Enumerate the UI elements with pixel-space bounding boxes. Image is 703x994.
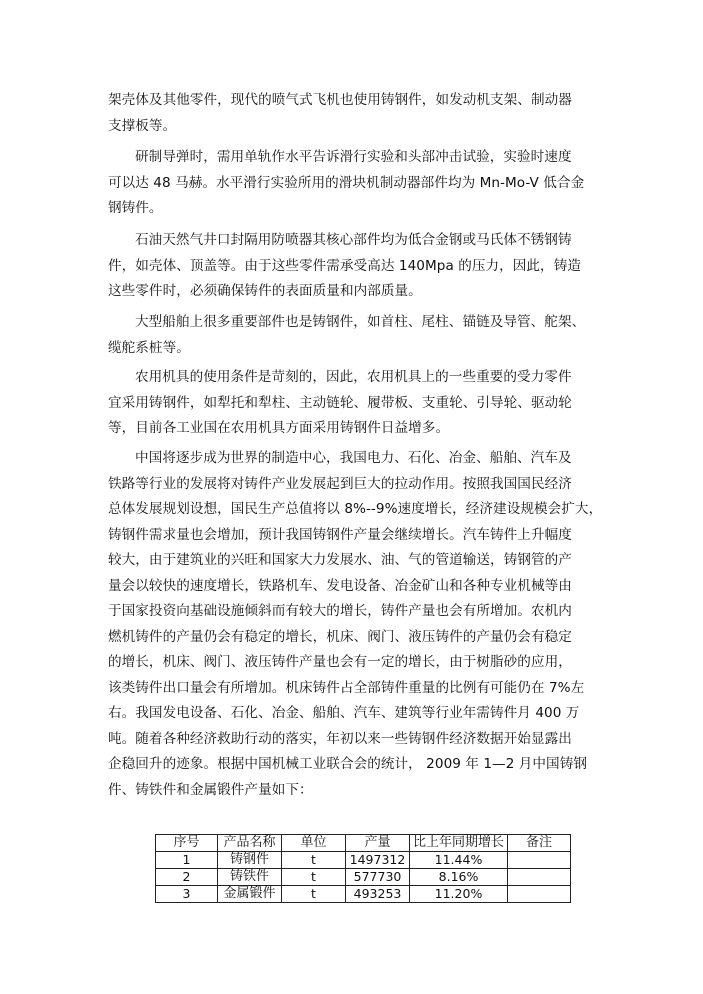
paragraph xyxy=(108,228,594,305)
text-line: 研制导弹时，需用单轨作水平告诉滑行实验和头部冲击试验，实验时速度 xyxy=(135,149,572,165)
text-line: 等，目前各工业国在农用机具方面采用铸钢件日益增多。 xyxy=(108,420,450,436)
table-cell: 2 xyxy=(156,869,218,886)
table-header-row xyxy=(156,835,571,852)
text-line: 该类铸件出口量会有所增加。机床铸件占全部铸件重量的比例有可能仍在 7%左 xyxy=(108,679,585,696)
text-line: 量会以较快的速度增长，铁路机车、发电设备、冶金矿山和各种专业机械等由 xyxy=(108,577,572,594)
table-cell: 金属锻件 xyxy=(218,886,282,903)
text-line: 可以达 48 马赫。水平滑行实验所用的滑块机制动器部件均为 Mn-Mo-V 低合金 xyxy=(108,174,585,191)
text-line: 缆舵系桩等。 xyxy=(108,339,190,356)
header-cell: 产量 xyxy=(346,835,410,852)
paragraph xyxy=(108,310,594,361)
text-line: 宜采用铸钢件，如犁托和犁柱、主动链轮、履带板、支重轮、引导轮、驱动轮 xyxy=(108,394,572,411)
text-line: 总体发展规划设想，国民生产总值将以 8%--9%速度增长，经济建设规模会扩大， xyxy=(108,501,603,517)
text-line: 这些零件时，必须确保铸件的表面质量和内部质量。 xyxy=(108,283,422,299)
text-line: 大型船舶上很多重要部件也是铸钢件，如首柱、尾柱、锚链及导管、舵架、 xyxy=(135,314,586,330)
table-row xyxy=(156,886,571,903)
table-cell: t xyxy=(282,852,346,869)
paragraph xyxy=(108,145,594,222)
text-line: 右。我国发电设备、石化、冶金、船舶、汽车、建筑等行业年需铸件月 400 万 xyxy=(108,705,580,721)
table-cell: 493253 xyxy=(346,886,410,903)
table-cell xyxy=(508,852,571,869)
table-cell: 1497312 xyxy=(346,852,410,869)
header-cell: 备注 xyxy=(508,835,571,852)
text-line: 吨。随着各种经济救助行动的落实，年初以来一些铸钢件经济数据开始显露出 xyxy=(108,730,572,747)
text-line: 件、铸铁件和金属锻件产量如下： xyxy=(108,781,313,798)
text-line: 铸钢件需求量也会增加，预计我国铸钢件产量会继续增长。汽车铸件上升幅度 xyxy=(108,526,572,543)
header-cell: 序号 xyxy=(156,835,218,852)
table-cell: 3 xyxy=(156,886,218,903)
text-line: 较大，由于建筑业的兴旺和国家大力发展水、油、气的管道输送，铸钢管的产 xyxy=(108,552,572,568)
table-cell: t xyxy=(282,869,346,886)
text-line: 件，如壳体、顶盖等。由于这些零件需承受高达 140Mpa 的压力，因此，铸造 xyxy=(108,257,581,274)
text-line: 铁路等行业的发展将对铸件产业发展起到巨大的拉动作用。按照我国国民经济 xyxy=(108,475,572,492)
table-cell: 11.44% xyxy=(410,852,508,869)
table-cell xyxy=(508,886,571,903)
table-cell: 577730 xyxy=(346,869,410,886)
header-cell: 比上年同期增长 xyxy=(410,835,508,852)
text-line: 农用机具的使用条件是苛刻的，因此，农用机具上的一些重要的受力零件 xyxy=(135,369,572,385)
table-row xyxy=(156,852,571,869)
table-cell xyxy=(508,869,571,886)
header-cell: 单位 xyxy=(282,835,346,852)
text-line: 架壳体及其他零件，现代的喷气式飞机也使用铸钢件，如发动机支架、制动器 xyxy=(108,92,572,108)
text-line: 支撑板等。 xyxy=(108,117,177,134)
table-cell: 铸钢件 xyxy=(218,852,282,869)
text-line: 石油天然气井口封隔用防喷器其核心部件均为低合金钢或马氏体不锈钢铸 xyxy=(135,232,572,248)
text-line: 燃机铸件的产量仍会有稳定的增长，机床、阀门、液压铸件的产量仍会有稳定 xyxy=(108,628,572,645)
table-cell: 11.20% xyxy=(410,886,508,903)
table-cell: 铸铁件 xyxy=(218,869,282,886)
text-line: 于国家投资向基础设施倾斜而有较大的增长，铸件产量也会有所增加。农机内 xyxy=(108,603,572,619)
text-line: 中国将逐步成为世界的制造中心，我国电力、石化、冶金、船舶、汽车及 xyxy=(135,450,572,466)
table-cell: t xyxy=(282,886,346,903)
paragraph xyxy=(108,365,594,442)
table-cell: 1 xyxy=(156,852,218,869)
table-cell: 8.16% xyxy=(410,869,508,886)
header-cell: 产品名称 xyxy=(218,835,282,852)
paragraph xyxy=(108,446,603,803)
text-line: 企稳回升的迹象。根据中国机械工业联合会的统计， 2009 年 1—2 月中国铸钢 xyxy=(108,756,587,772)
text-line: 的增长，机床、阀门、液压铸件产量也会有一定的增长，由于树脂砂的应用， xyxy=(108,654,572,670)
production-table xyxy=(155,834,571,903)
paragraph xyxy=(108,88,594,139)
text-line: 钢铸件。 xyxy=(108,200,163,216)
table-row xyxy=(156,869,571,886)
